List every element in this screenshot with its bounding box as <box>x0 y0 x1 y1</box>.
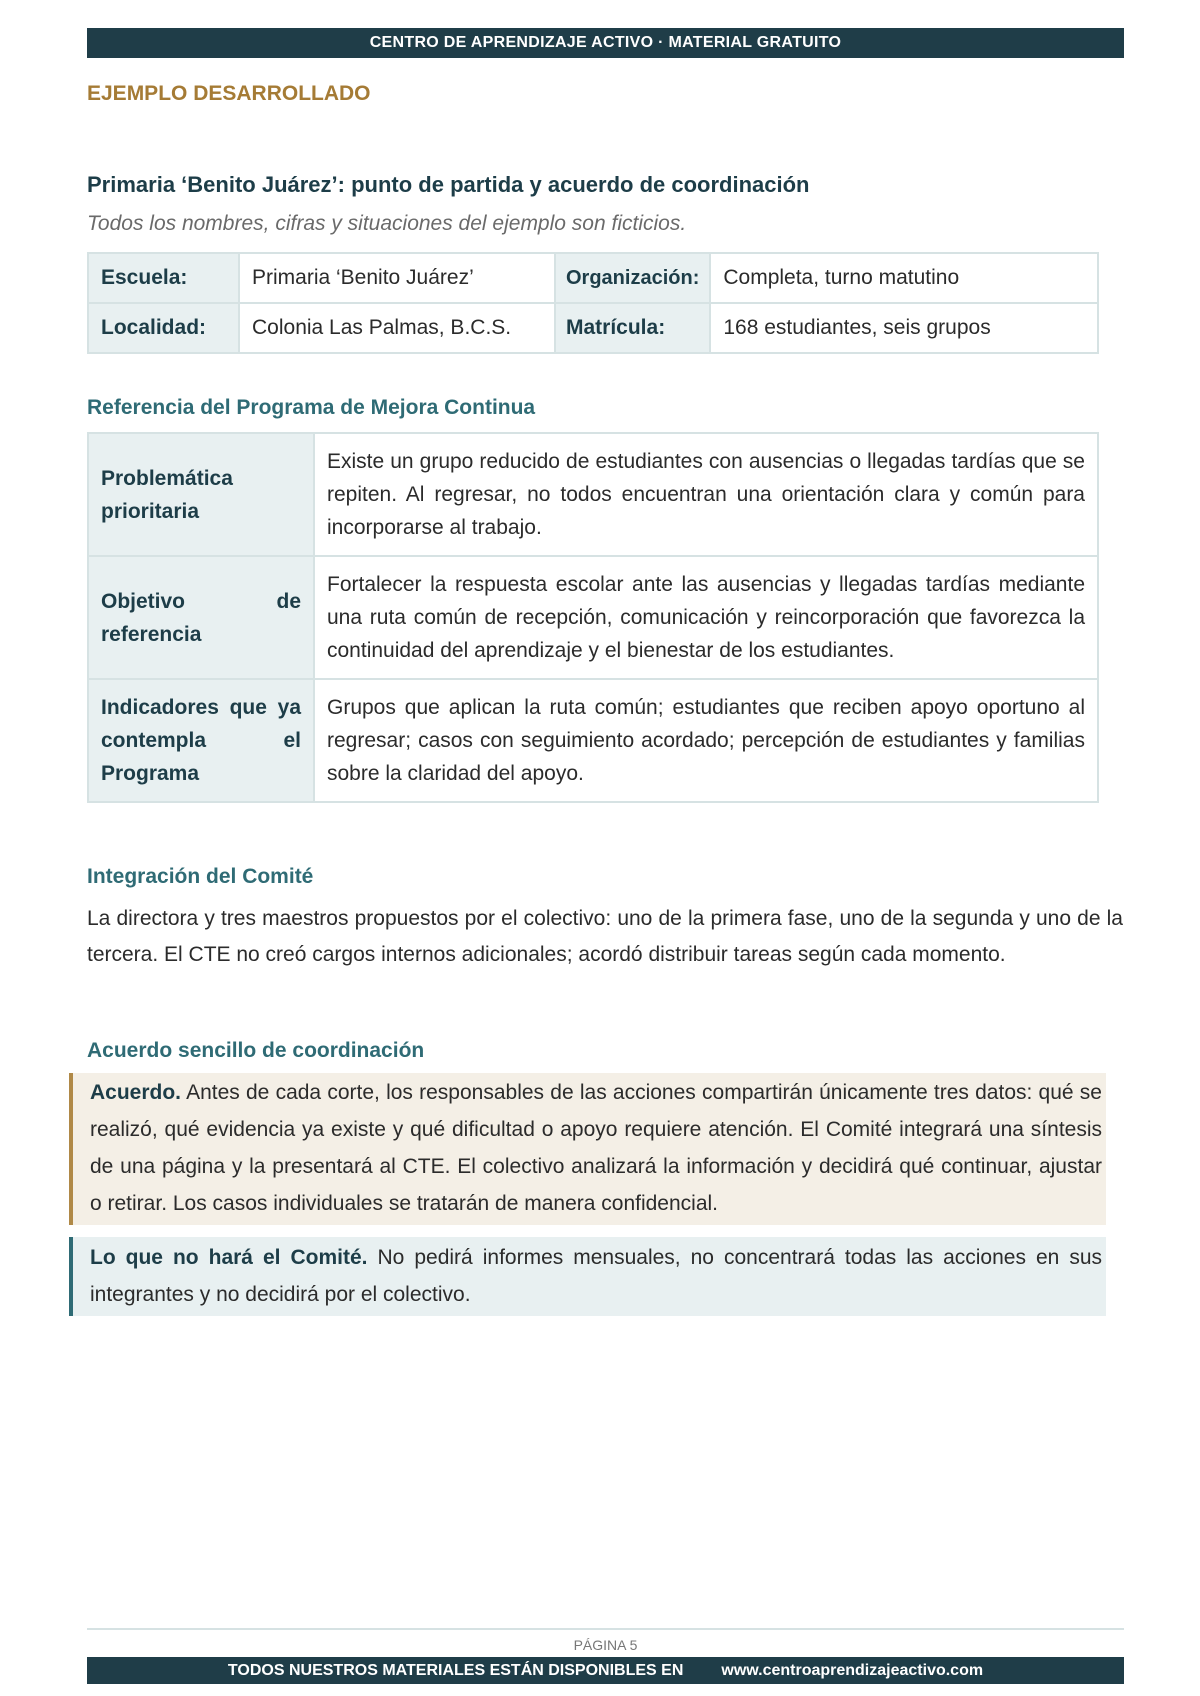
problematica-label: Problemática prioritaria <box>88 433 314 556</box>
localidad-label: Localidad: <box>88 303 239 353</box>
matricula-label: Matrícula: <box>555 303 710 353</box>
table-row <box>88 303 1098 353</box>
organizacion-value: Completa, turno matutino <box>710 253 1098 303</box>
footer-divider <box>87 1628 1124 1630</box>
footer-url-link[interactable]: www.centroaprendizajeactivo.com <box>721 1661 984 1679</box>
localidad-value: Colonia Las Palmas, B.C.S. <box>239 303 555 353</box>
programa-heading: Referencia del Programa de Mejora Continua <box>87 396 536 419</box>
programa-table <box>87 432 1099 803</box>
footer-banner <box>87 1657 1124 1684</box>
objetivo-value: Fortalecer la respuesta escolar ante las ausencias y llegadas tardías mediante una ruta común de recepción, comunicación y reincorporación que favorezca la continuidad del aprendizaje y el bienestar de los estudiantes. <box>314 556 1098 679</box>
problematica-value: Existe un grupo reducido de estudiantes con ausencias o llegadas tardías que se repiten. Al regresar, no todos encuentran una orientación clara y común para incorporarse al trabajo. <box>314 433 1098 556</box>
table-row <box>88 556 1098 679</box>
page-number: PÁGINA 5 <box>573 1637 638 1653</box>
table-row <box>88 253 1098 303</box>
escuela-label: Escuela: <box>88 253 239 303</box>
header-banner: CENTRO DE APRENDIZAJE ACTIVO · MATERIAL GRATUITO <box>87 28 1124 58</box>
organizacion-label: Organización: <box>555 253 710 303</box>
acuerdo-callout <box>69 1073 1106 1225</box>
indicadores-label: Indicadores que ya contempla el Programa <box>88 679 314 802</box>
school-info-table <box>87 252 1099 354</box>
acuerdo-lead: Acuerdo. <box>90 1081 182 1104</box>
table-row <box>88 433 1098 556</box>
acuerdo-heading: Acuerdo sencillo de coordinación <box>87 1039 425 1062</box>
section-kicker: EJEMPLO DESARROLLADO <box>87 82 371 105</box>
no-hara-callout <box>69 1237 1106 1316</box>
footer-banner-text: TODOS NUESTROS MATERIALES ESTÁN DISPONIBLES EN <box>227 1661 684 1679</box>
page-content <box>87 80 1123 1316</box>
page-subtitle: Todos los nombres, cifras y situaciones del ejemplo son ficticios. <box>87 212 687 235</box>
comite-heading: Integración del Comité <box>87 865 314 888</box>
table-row <box>88 679 1098 802</box>
comite-paragraph: La directora y tres maestros propuestos por el colectivo: uno de la primera fase, uno de la segunda y uno de la tercera. El CTE no creó cargos internos adicionales; acordó distribuir tareas según cada momento. <box>87 907 1123 966</box>
no-hara-text: No pedirá informes mensuales, no concentrará todas las acciones en sus integrantes y no decidirá por el colectivo. <box>90 1246 1102 1306</box>
objetivo-label: Objetivo de referencia <box>88 556 314 679</box>
matricula-value: 168 estudiantes, seis grupos <box>710 303 1098 353</box>
no-hara-lead: Lo que no hará el Comité. <box>90 1246 368 1269</box>
acuerdo-text: Antes de cada corte, los responsables de las acciones compartirán únicamente tres datos: qué se realizó, qué evidencia ya existe y qué dificultad o apoyo requiere atención. El Comité integrará una síntesis de una página y la presentará al CTE. El colectivo analizará la información y decidirá qué continuar, ajustar o retirar. Los casos individuales se tratarán de manera confidencial. <box>90 1081 1102 1215</box>
escuela-value: Primaria ‘Benito Juárez’ <box>239 253 555 303</box>
page-title: Primaria ‘Benito Juárez’: punto de partida y acuerdo de coordinación <box>87 172 810 197</box>
indicadores-value: Grupos que aplican la ruta común; estudiantes que reciben apoyo oportuno al regresar; casos con seguimiento acordado; percepción de estudiantes y familias sobre la claridad del apoyo. <box>314 679 1098 802</box>
